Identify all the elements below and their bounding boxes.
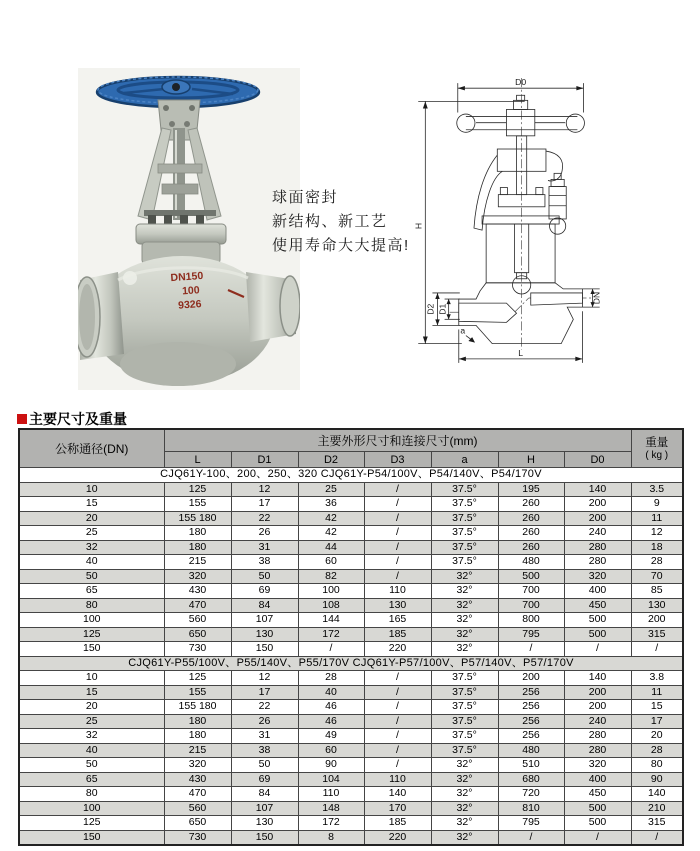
value-cell: 42 [298,526,364,541]
value-cell: 500 [564,627,631,642]
label-d0: D0 [515,77,527,88]
value-cell: 20 [631,729,683,744]
value-cell: / [364,743,431,758]
value-cell: 215 [164,555,231,570]
value-cell: 26 [231,526,298,541]
value-cell: 510 [498,758,564,773]
value-cell: 150 [231,830,298,845]
value-cell: 180 [164,729,231,744]
value-cell: 37.5° [431,700,498,715]
col-header-d0: D0 [564,452,631,468]
value-cell: 730 [164,642,231,657]
value-cell: 172 [298,816,364,831]
value-cell: 3.5 [631,482,683,497]
value-cell: 69 [231,772,298,787]
value-cell: 260 [498,526,564,541]
value-cell: 155 180 [164,511,231,526]
value-cell: 180 [164,540,231,555]
model-series-label: CJQ61Y-P55/100V、P55/140V、P55/170V CJQ61Y-P57/100V、P57/140V、P57/170V [19,656,683,671]
value-cell: 28 [631,743,683,758]
col-header-a: a [431,452,498,468]
value-cell: 125 [164,671,231,686]
value-cell: 500 [498,569,564,584]
value-cell: 49 [298,729,364,744]
value-cell: 36 [298,497,364,512]
value-cell: 220 [364,830,431,845]
dn-cell: 50 [19,569,164,584]
col-header-h: H [498,452,564,468]
dn-cell: 15 [19,685,164,700]
value-cell: 400 [564,584,631,599]
dn-cell: 150 [19,830,164,845]
table-row-dn-32 [19,729,683,744]
value-cell: 200 [631,613,683,628]
value-cell: 32° [431,758,498,773]
col-header-d1: D1 [231,452,298,468]
value-cell: 170 [364,801,431,816]
value-cell: 110 [298,787,364,802]
value-cell: 11 [631,685,683,700]
value-cell: 107 [231,801,298,816]
value-cell: / [364,526,431,541]
label-dn: DN [591,291,602,305]
table-row-dn-80 [19,787,683,802]
promo-line-2: 新结构、新工艺 [272,213,388,230]
value-cell: 130 [631,598,683,613]
table-row-dn-25 [19,526,683,541]
value-cell: 256 [498,729,564,744]
value-cell: 150 [231,642,298,657]
value-cell: 100 [298,584,364,599]
value-cell: / [364,540,431,555]
value-cell: 260 [498,540,564,555]
table-row-dn-150 [19,642,683,657]
value-cell: 38 [231,743,298,758]
value-cell: / [364,700,431,715]
value-cell: 180 [164,526,231,541]
weight-unit: ( kg ) [645,449,669,461]
table-row-dn-15 [19,497,683,512]
value-cell: / [364,758,431,773]
table-row-dn-80 [19,598,683,613]
value-cell: 37.5° [431,540,498,555]
value-cell: 108 [298,598,364,613]
value-cell: 280 [564,555,631,570]
value-cell: 220 [364,642,431,657]
value-cell: 720 [498,787,564,802]
label-h: H [413,222,424,230]
value-cell: 125 [164,482,231,497]
value-cell: 165 [364,613,431,628]
value-cell: 320 [164,758,231,773]
value-cell: 700 [498,584,564,599]
value-cell: 140 [364,787,431,802]
value-cell: 260 [498,511,564,526]
value-cell: 155 [164,497,231,512]
value-cell: 31 [231,540,298,555]
value-cell: 60 [298,555,364,570]
value-cell: 50 [231,758,298,773]
value-cell: 450 [564,787,631,802]
value-cell: 320 [164,569,231,584]
value-cell: 470 [164,598,231,613]
value-cell: 140 [564,671,631,686]
value-cell: 200 [564,685,631,700]
value-cell: / [364,555,431,570]
value-cell: 144 [298,613,364,628]
table-row-dn-100 [19,613,683,628]
value-cell: 11 [631,511,683,526]
valve-photo [78,68,300,390]
value-cell: 22 [231,700,298,715]
dn-cell: 10 [19,671,164,686]
value-cell: 500 [564,816,631,831]
red-square-bullet [17,414,27,424]
value-cell: 90 [631,772,683,787]
table-row-dn-25 [19,714,683,729]
value-cell: 82 [298,569,364,584]
value-cell: 42 [298,511,364,526]
model-series-row-2 [19,656,683,671]
dimensions-table [18,428,684,846]
dn-cell: 32 [19,540,164,555]
value-cell: 70 [631,569,683,584]
dn-cell: 20 [19,700,164,715]
dn-cell: 125 [19,816,164,831]
value-cell: / [364,714,431,729]
value-cell: 32° [431,613,498,628]
value-cell: 800 [498,613,564,628]
dn-cell: 125 [19,627,164,642]
dn-cell: 80 [19,787,164,802]
table-row-dn-32 [19,540,683,555]
value-cell: 155 180 [164,700,231,715]
value-cell: 32° [431,598,498,613]
value-cell: 26 [231,714,298,729]
value-cell: 17 [231,685,298,700]
value-cell: / [564,642,631,657]
value-cell: 200 [498,671,564,686]
label-d1: D1 [437,303,448,315]
table-row-dn-125 [19,627,683,642]
value-cell: 315 [631,627,683,642]
value-cell: 40 [298,685,364,700]
dn-cell: 65 [19,584,164,599]
dn-cell: 65 [19,772,164,787]
value-cell: 795 [498,627,564,642]
value-cell: 37.5° [431,714,498,729]
table-row-dn-10 [19,671,683,686]
value-cell: 38 [231,555,298,570]
label-a: a [460,325,466,336]
value-cell: 37.5° [431,685,498,700]
table-row-dn-125 [19,816,683,831]
value-cell: 37.5° [431,729,498,744]
value-cell: 480 [498,743,564,758]
col-header-d3: D3 [364,452,431,468]
dn-cell: 15 [19,497,164,512]
col-header-d2: D2 [298,452,364,468]
value-cell: 37.5° [431,555,498,570]
value-cell: 315 [631,816,683,831]
table-row-dn-50 [19,758,683,773]
value-cell: 560 [164,801,231,816]
value-cell: 25 [298,482,364,497]
value-cell: 256 [498,685,564,700]
photo-marking-dn: DN150 [170,269,204,285]
table-row-dn-50 [19,569,683,584]
table-row-dn-40 [19,743,683,758]
value-cell: 37.5° [431,511,498,526]
promo-text [272,186,410,258]
value-cell: 12 [231,482,298,497]
value-cell: 430 [164,584,231,599]
value-cell: 32° [431,801,498,816]
value-cell: 46 [298,700,364,715]
value-cell: 810 [498,801,564,816]
value-cell: / [364,497,431,512]
table-row-dn-15 [19,685,683,700]
value-cell: 240 [564,526,631,541]
table-row-dn-100 [19,801,683,816]
table-row-dn-10 [19,482,683,497]
value-cell: 32° [431,816,498,831]
value-cell: 500 [564,801,631,816]
label-d2: D2 [425,303,436,315]
value-cell: / [564,830,631,845]
dim-d1 [438,299,460,319]
value-cell: 69 [231,584,298,599]
table-row-dn-20 [19,700,683,715]
value-cell: 90 [298,758,364,773]
value-cell: 256 [498,700,564,715]
value-cell: 680 [498,772,564,787]
col-header-dims-group: 主要外形尺寸和连接尺寸(mm) [164,429,631,452]
value-cell: 130 [231,627,298,642]
value-cell: 17 [231,497,298,512]
value-cell: 37.5° [431,497,498,512]
value-cell: 155 [164,685,231,700]
value-cell: 320 [564,569,631,584]
value-cell: 31 [231,729,298,744]
value-cell: 795 [498,816,564,831]
value-cell: 22 [231,511,298,526]
dn-cell: 10 [19,482,164,497]
table-row-dn-65 [19,584,683,599]
value-cell: / [364,729,431,744]
value-cell: / [631,830,683,845]
value-cell: 320 [564,758,631,773]
value-cell: / [498,642,564,657]
value-cell: 37.5° [431,671,498,686]
value-cell: 430 [164,772,231,787]
value-cell: 480 [498,555,564,570]
value-cell: 130 [231,816,298,831]
value-cell: 15 [631,700,683,715]
value-cell: 37.5° [431,743,498,758]
value-cell: 195 [498,482,564,497]
value-cell: 17 [631,714,683,729]
value-cell: 12 [231,671,298,686]
value-cell: 560 [164,613,231,628]
value-cell: 80 [631,758,683,773]
value-cell: 3.8 [631,671,683,686]
value-cell: / [364,685,431,700]
value-cell: 37.5° [431,526,498,541]
value-cell: 130 [364,598,431,613]
table-row-dn-65 [19,772,683,787]
value-cell: 107 [231,613,298,628]
value-cell: 200 [564,497,631,512]
value-cell: 256 [498,714,564,729]
table-row-dn-150 [19,830,683,845]
dn-cell: 40 [19,743,164,758]
weight-label: 重量 [645,436,669,449]
dn-cell: 80 [19,598,164,613]
value-cell: 280 [564,743,631,758]
value-cell: 280 [564,729,631,744]
section-title [17,409,127,429]
value-cell: 260 [498,497,564,512]
value-cell: 8 [298,830,364,845]
dn-cell: 100 [19,801,164,816]
value-cell: 28 [298,671,364,686]
value-cell: / [498,830,564,845]
value-cell: 28 [631,555,683,570]
value-cell: 200 [564,511,631,526]
dn-cell: 20 [19,511,164,526]
photo-marking-serial: 9326 [177,298,202,312]
value-cell: / [364,671,431,686]
value-cell: 185 [364,627,431,642]
value-cell: 32° [431,584,498,599]
value-cell: 400 [564,772,631,787]
col-header-weight [631,429,683,468]
value-cell: 110 [364,584,431,599]
value-cell: 140 [631,787,683,802]
table-row-dn-40 [19,555,683,570]
value-cell: 32° [431,642,498,657]
value-cell: 44 [298,540,364,555]
value-cell: 50 [231,569,298,584]
model-series-label: CJQ61Y-100、200、250、320 CJQ61Y-P54/100V、P54/140V、P54/170V [19,468,683,483]
dim-d0 [458,77,584,112]
drawn-side-fitting [549,173,566,234]
value-cell: 140 [564,482,631,497]
value-cell: 110 [364,772,431,787]
value-cell: 240 [564,714,631,729]
col-header-l: L [164,452,231,468]
promo-line-1: 球面密封 [272,189,339,206]
dn-cell: 40 [19,555,164,570]
dn-cell: 25 [19,714,164,729]
value-cell: 104 [298,772,364,787]
dn-cell: 32 [19,729,164,744]
photo-marking-pn: 100 [181,284,201,298]
value-cell: 60 [298,743,364,758]
value-cell: / [298,642,364,657]
value-cell: 32° [431,830,498,845]
label-l: L [518,347,524,358]
value-cell: 470 [164,787,231,802]
value-cell: 500 [564,613,631,628]
value-cell: 84 [231,787,298,802]
section-title-text: 主要尺寸及重量 [29,411,127,427]
value-cell: 185 [364,816,431,831]
value-cell: / [364,482,431,497]
value-cell: 84 [231,598,298,613]
drawn-body [459,273,583,344]
value-cell: 18 [631,540,683,555]
value-cell: 650 [164,816,231,831]
model-series-row-1 [19,468,683,483]
value-cell: 200 [564,700,631,715]
dn-cell: 25 [19,526,164,541]
col-header-dn: 公称通径(DN) [19,429,164,468]
value-cell: 280 [564,540,631,555]
value-cell: 172 [298,627,364,642]
value-cell: 32° [431,772,498,787]
dn-cell: 100 [19,613,164,628]
value-cell: 180 [164,714,231,729]
value-cell: 215 [164,743,231,758]
value-cell: 700 [498,598,564,613]
value-cell: 46 [298,714,364,729]
valve-dimension-drawing [412,74,612,370]
value-cell: 650 [164,627,231,642]
table-row-dn-20 [19,511,683,526]
value-cell: / [364,511,431,526]
dim-a [460,326,475,343]
value-cell: 37.5° [431,482,498,497]
value-cell: 9 [631,497,683,512]
value-cell: 148 [298,801,364,816]
promo-line-3: 使用寿命大大提高! [272,237,410,254]
value-cell: 210 [631,801,683,816]
value-cell: 730 [164,830,231,845]
value-cell: 32° [431,569,498,584]
value-cell: / [631,642,683,657]
value-cell: 32° [431,627,498,642]
dn-cell: 150 [19,642,164,657]
value-cell: 12 [631,526,683,541]
value-cell: / [364,569,431,584]
value-cell: 450 [564,598,631,613]
value-cell: 32° [431,787,498,802]
dn-cell: 50 [19,758,164,773]
value-cell: 85 [631,584,683,599]
